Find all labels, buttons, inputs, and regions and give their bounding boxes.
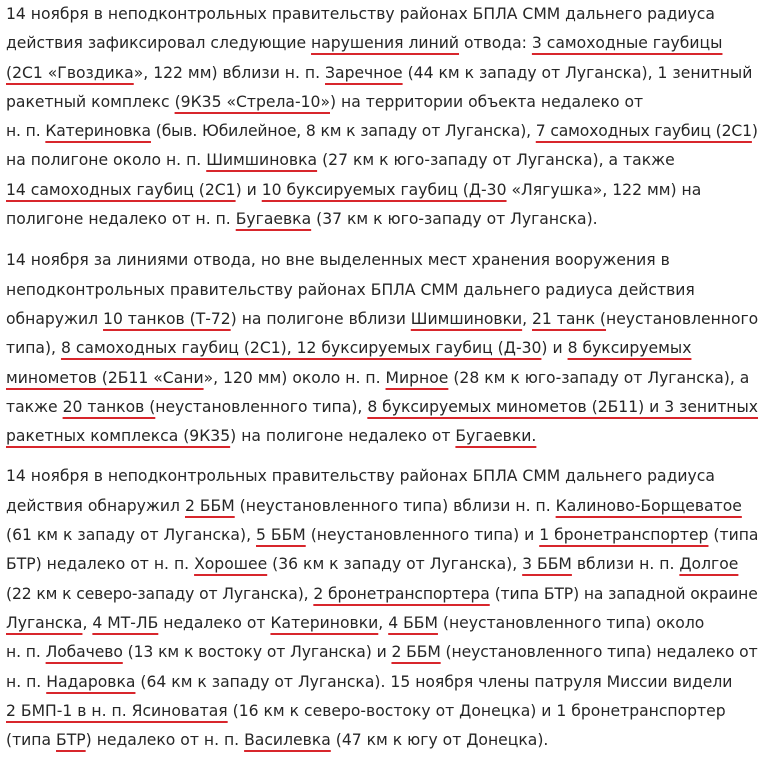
underlined-phrase: Василевка xyxy=(244,731,331,750)
text-segment: (28 км к юго-западу от Луганска), а xyxy=(448,368,750,387)
underlined-phrase: Надаровка xyxy=(46,672,136,691)
text-line xyxy=(6,176,758,205)
text-segment: «Лягушка», 122 мм) на xyxy=(506,180,702,199)
text-line xyxy=(6,393,758,422)
underlined-phrase: 1 бронетранспортер xyxy=(539,526,709,545)
text-segment: (типа БТР) на западной окраине xyxy=(489,584,758,603)
text-segment: ) и xyxy=(541,339,568,358)
underlined-phrase: 3 ББМ xyxy=(522,555,572,574)
text-segment: действия обнаружил xyxy=(6,496,185,515)
underlined-phrase: 2 ББМ xyxy=(184,496,235,515)
underlined-phrase: 8 самоходных гаубиц (2С1), 12 буксируемых гаубиц (Д-30 xyxy=(60,339,542,358)
text-line xyxy=(6,638,758,667)
underlined-phrase: Бугаевка xyxy=(235,210,312,229)
text-segment: неустановленного типа), xyxy=(155,397,368,416)
underlined-phrase: (2С1 «Гвоздика xyxy=(6,63,134,82)
underlined-phrase: БТР xyxy=(56,731,86,750)
text-line xyxy=(6,59,758,88)
text-segment: недалеко от xyxy=(158,613,271,632)
text-segment: также xyxy=(6,397,63,416)
underlined-phrase: Катериновки xyxy=(270,613,379,632)
underlined-phrase: (9К35 «Стрела-10» xyxy=(174,92,330,111)
text-segment: полигоне недалеко от н. п. xyxy=(6,210,236,229)
underlined-phrase: 2 бронетранспортера xyxy=(313,584,490,603)
text-segment: н. п. xyxy=(6,672,47,691)
text-segment: типа), xyxy=(6,339,61,358)
underlined-phrase: 10 буксируемых гаубиц (Д-30 xyxy=(261,180,507,199)
underlined-phrase: Шимшиновка xyxy=(206,151,318,170)
text-segment: вблизи н. п. xyxy=(571,555,680,574)
text-segment: (неустановленного типа) недалеко от xyxy=(440,643,758,662)
text-segment: (типа xyxy=(6,731,57,750)
underlined-phrase: 21 танк ( xyxy=(532,309,607,328)
text-segment: (неустановленного типа) и xyxy=(305,526,540,545)
text-line xyxy=(6,88,758,117)
underlined-phrase: Долгое xyxy=(679,555,739,574)
text-segment: , xyxy=(522,309,533,328)
underlined-phrase: 8 буксируемых xyxy=(567,339,692,358)
text-line xyxy=(6,422,758,451)
text-segment: (16 км к северо-востоку от Донецка) и 1 бронетранспортер xyxy=(227,701,726,720)
text-line xyxy=(6,29,758,58)
text-line xyxy=(6,580,758,609)
text-line xyxy=(6,697,758,726)
text-line xyxy=(6,334,758,363)
text-line xyxy=(6,521,758,550)
underlined-phrase: Калиново-Борщеватое xyxy=(555,496,742,515)
underlined-phrase: 5 ББМ xyxy=(256,526,306,545)
text-segment: на полигоне около н. п. xyxy=(6,151,207,170)
text-segment: н. п. xyxy=(6,122,46,141)
text-line xyxy=(6,0,758,29)
text-segment: », 120 мм) около н. п. xyxy=(203,368,386,387)
underlined-phrase: 4 МТ-ЛБ xyxy=(92,613,159,632)
text-line xyxy=(6,550,758,579)
underlined-phrase: Лобачево xyxy=(45,643,123,662)
underlined-phrase: Катериновка xyxy=(45,122,151,141)
text-segment: », 122 мм) вблизи н. п. xyxy=(133,63,326,82)
text-line xyxy=(6,117,758,146)
text-segment: (44 км к западу от Луганска), 1 зенитный xyxy=(402,63,753,82)
text-segment: н. п. xyxy=(6,643,46,662)
text-segment: ) на полигоне недалеко от xyxy=(230,427,456,446)
paragraph-2 xyxy=(6,246,758,451)
text-segment: ) и xyxy=(235,180,262,199)
text-line xyxy=(6,364,758,393)
underlined-phrase: 8 буксируемых минометов (2Б11) и 3 зенитных xyxy=(367,397,759,416)
underlined-phrase: 20 танков ( xyxy=(62,397,156,416)
text-line xyxy=(6,246,758,275)
text-segment: неустановленного xyxy=(606,309,759,328)
underlined-phrase: 2 БМП-1 в н. п. Ясиноватая xyxy=(6,701,228,720)
text-segment: 14 ноября в неподконтрольных правительству районах БПЛА СММ дальнего радиуса xyxy=(6,467,715,486)
text-line xyxy=(6,305,758,334)
text-segment: (неустановленного типа) около xyxy=(437,613,705,632)
text-segment: ракетный комплекс xyxy=(6,92,175,111)
text-segment: ) на полигоне вблизи xyxy=(230,309,411,328)
underlined-phrase: нарушения линий xyxy=(311,34,460,53)
underlined-phrase: 4 ББМ xyxy=(388,613,438,632)
text-line xyxy=(6,462,758,491)
underlined-phrase: 10 танков (Т-72 xyxy=(103,309,231,328)
text-segment: , xyxy=(378,613,389,632)
text-segment: (47 км к югу от Донецка). xyxy=(330,731,549,750)
underlined-phrase: 7 самоходных гаубиц (2С1 xyxy=(535,122,752,141)
paragraph-1 xyxy=(6,0,758,234)
text-line xyxy=(6,205,758,234)
text-segment: (36 км к западу от Луганска), xyxy=(267,555,523,574)
text-line xyxy=(6,146,758,175)
underlined-phrase: 2 ББМ xyxy=(391,643,441,662)
text-segment: (27 км к юго-западу от Луганска), а также xyxy=(317,151,675,170)
text-segment: ) недалеко от н. п. xyxy=(85,731,245,750)
text-segment: обнаружил xyxy=(6,309,104,328)
underlined-phrase: 14 самоходных гаубиц (2С1 xyxy=(6,180,236,199)
text-line xyxy=(6,668,758,697)
text-line xyxy=(6,726,758,755)
underlined-phrase: ракетных комплекса (9К35 xyxy=(6,427,231,446)
text-segment: 14 ноября за линиями отвода, но вне выделенных мест хранения вооружения в xyxy=(6,251,670,270)
text-segment: отвода: xyxy=(459,34,532,53)
text-segment: (типа xyxy=(708,526,759,545)
text-segment: действия зафиксировал следующие xyxy=(6,34,312,53)
underlined-phrase: 3 самоходные гаубицы xyxy=(531,34,723,53)
text-segment: (22 км к северо-западу от Луганска), xyxy=(6,584,314,603)
underlined-phrase: Заречное xyxy=(325,63,403,82)
underlined-phrase: Бугаевки. xyxy=(455,427,537,446)
underlined-phrase: Шимшиновки xyxy=(410,309,523,328)
text-segment: , xyxy=(82,613,93,632)
underlined-phrase: минометов (2Б11 «Сани xyxy=(6,368,204,387)
underlined-phrase: Луганска xyxy=(6,613,83,632)
underlined-phrase: Мирное xyxy=(385,368,449,387)
text-segment: (13 км к востоку от Луганска) и xyxy=(122,643,392,662)
text-line xyxy=(6,609,758,638)
text-segment: (61 км к западу от Луганска), xyxy=(6,526,256,545)
paragraph-3 xyxy=(6,462,758,755)
text-segment: 14 ноября в неподконтрольных правительству районах БПЛА СММ дальнего радиуса xyxy=(6,5,715,23)
text-segment: (37 км к юго-западу от Луганска). xyxy=(311,210,598,229)
text-line xyxy=(6,276,758,305)
text-segment: ) xyxy=(751,122,758,141)
text-segment: БТР) недалеко от н. п. xyxy=(6,555,195,574)
text-segment: (быв. Юбилейное, 8 км к западу от Луганска), xyxy=(150,122,536,141)
text-segment: неподконтрольных правительству районах БПЛА СММ дальнего радиуса действия xyxy=(6,280,695,299)
text-segment: (неустановленного типа) вблизи н. п. xyxy=(234,496,556,515)
text-line xyxy=(6,492,758,521)
text-segment: ) на территории объекта недалеко от xyxy=(330,92,644,111)
text-segment: (64 км к западу от Луганска). 15 ноября члены патруля Миссии видели xyxy=(135,672,733,691)
underlined-phrase: Хорошее xyxy=(194,555,268,574)
